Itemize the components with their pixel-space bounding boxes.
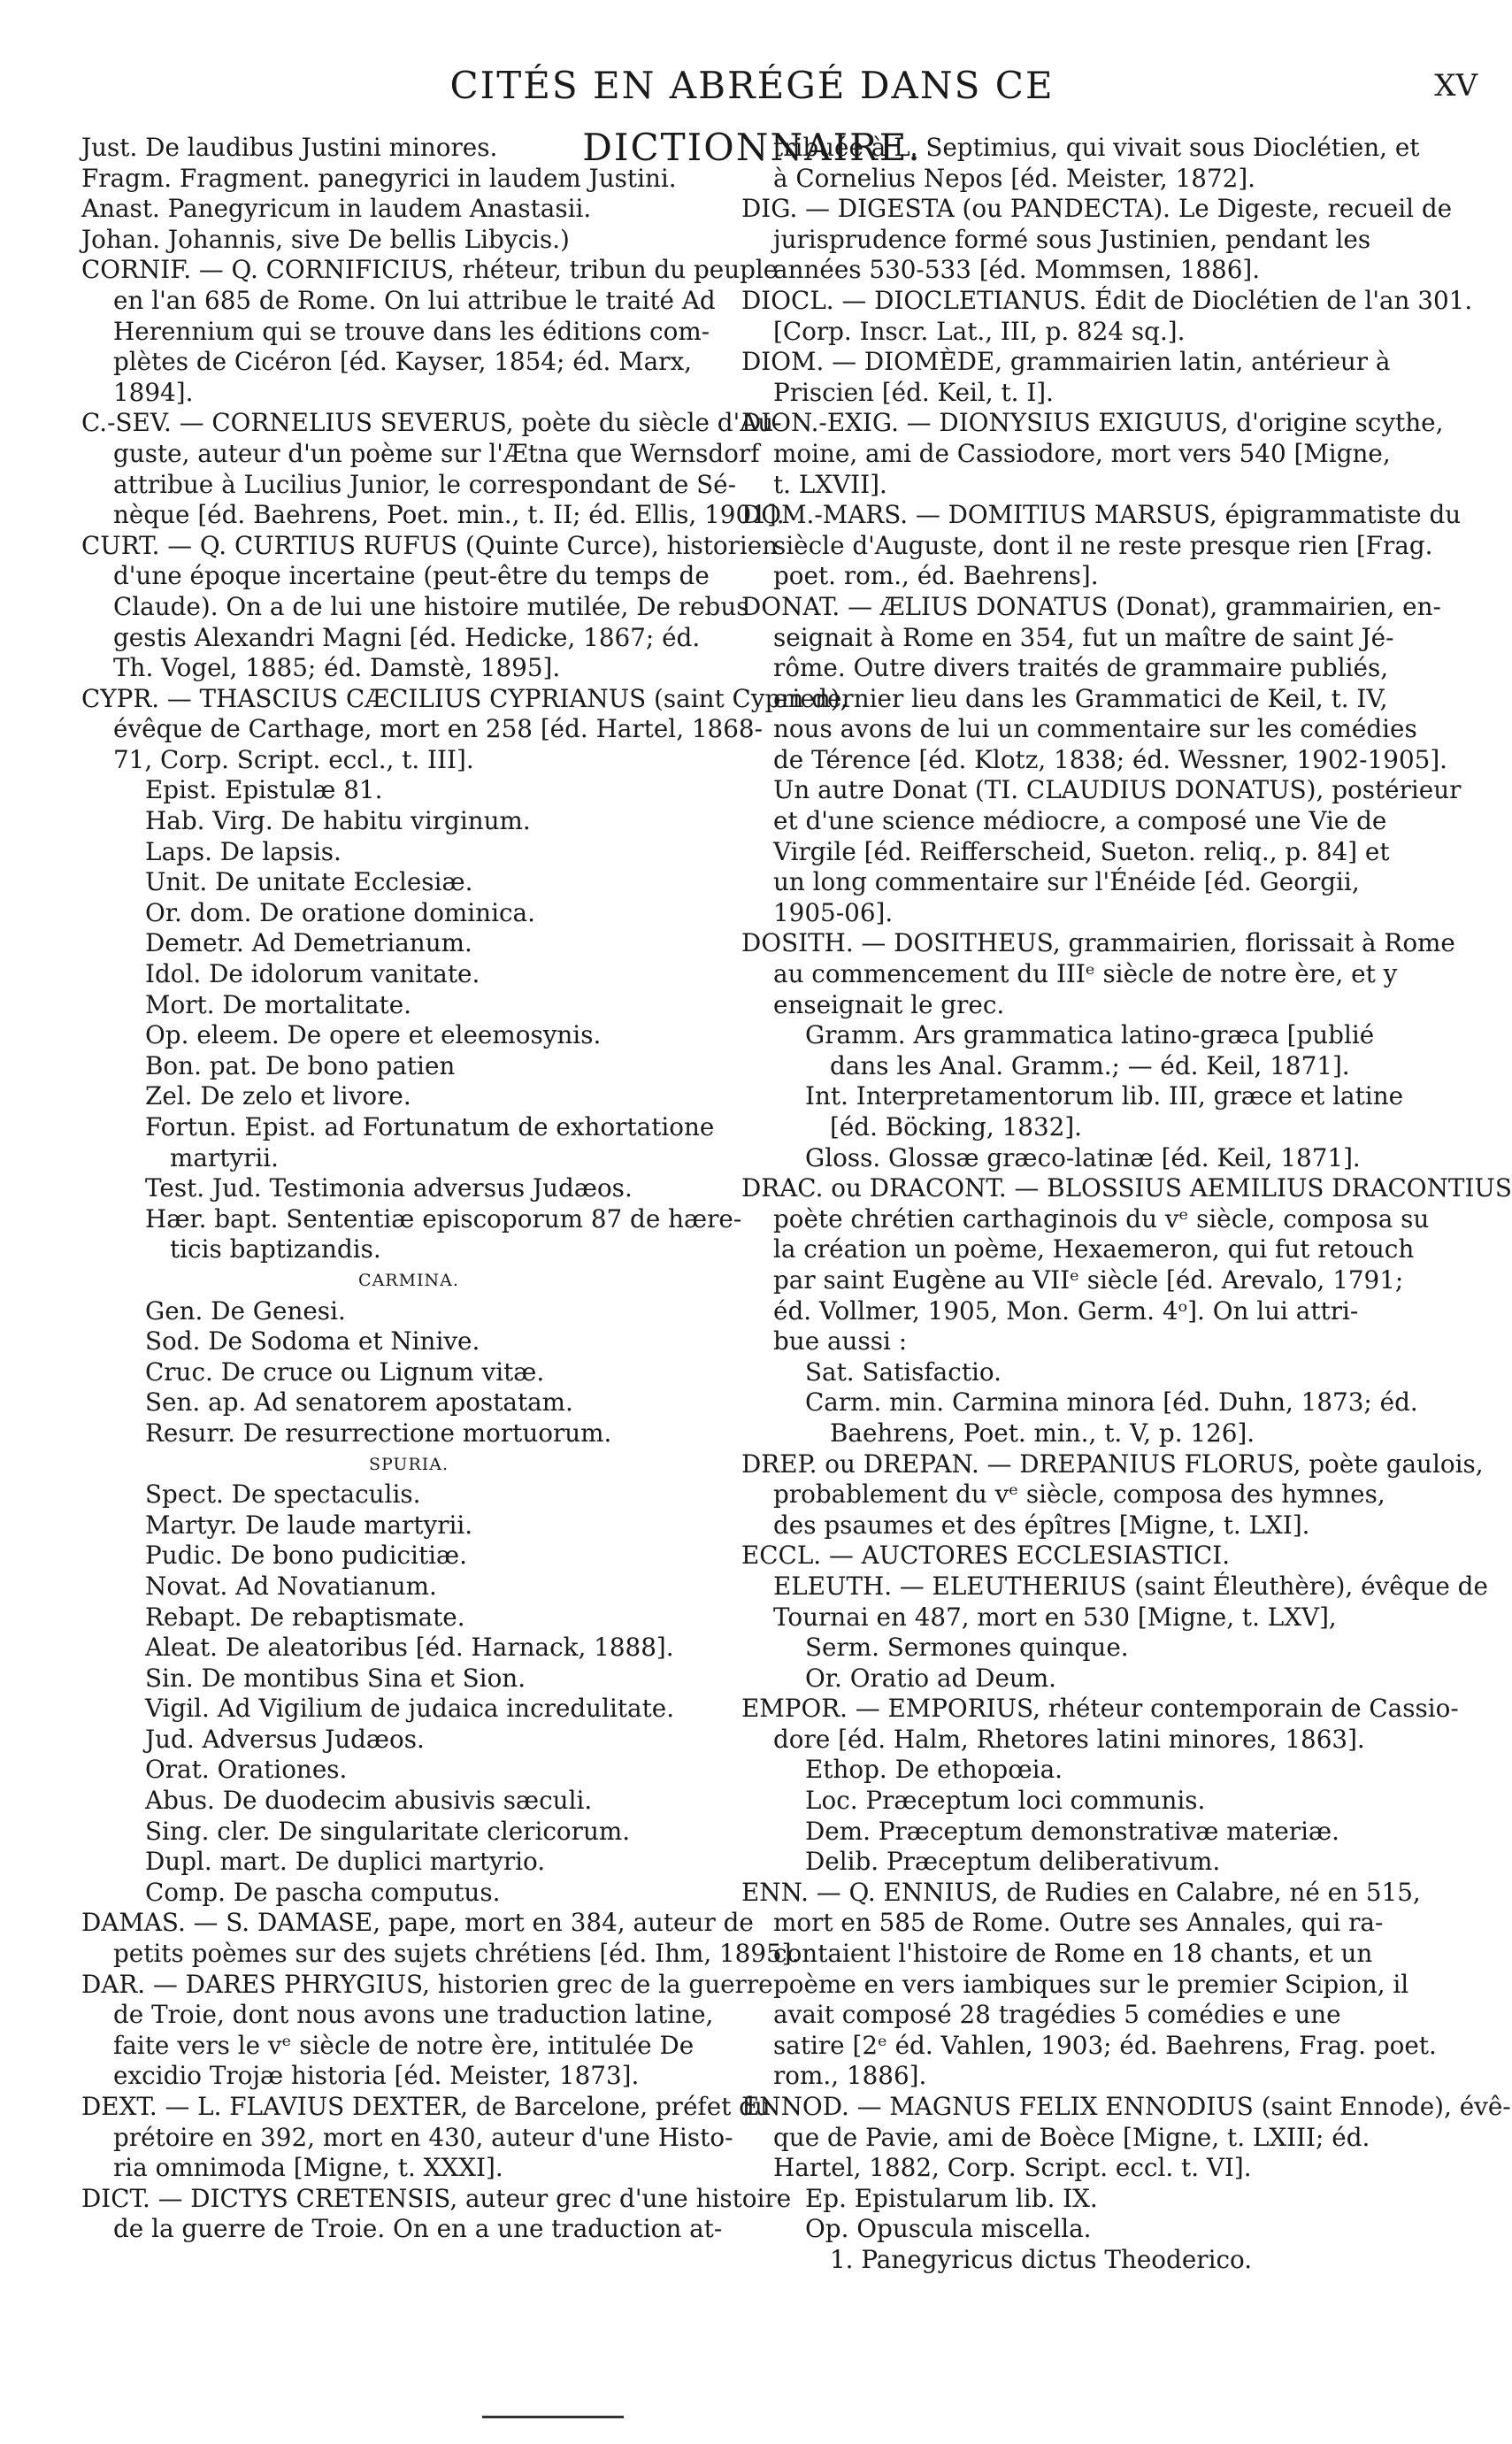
left-column-line: petits poèmes sur des sujets chrétiens [éd. Ihm, 1895]. — [113, 1939, 800, 1969]
left-column-line: attribue à Lucilius Junior, le correspondant de Sé- — [113, 469, 737, 499]
right-column-line: EMPOR. — EMPORIUS, rhéteur contemporain de Cassio- — [741, 1694, 1459, 1724]
right-column-line: mort en 585 de Rome. Outre ses Annales, qui ra- — [773, 1908, 1384, 1938]
left-column-line: DICT. — DICTYS CRETENSIS, auteur grec d'une histoire — [81, 2183, 792, 2213]
left-column-line: DEXT. — L. FLAVIUS DEXTER, de Barcelone, préfet du — [81, 2092, 771, 2121]
left-column-line: C.-SEV. — CORNELIUS SEVERUS, poète du siècle d'Au- — [81, 408, 782, 438]
left-column-line: 71, Corp. Script. eccl., t. III]. — [113, 744, 474, 774]
right-column-line: Dem. Præceptum demonstrativæ materiæ. — [805, 1816, 1339, 1846]
left-column-line: Rebapt. De rebaptismate. — [145, 1602, 465, 1632]
right-column-line: Un autre Donat (TI. CLAUDIUS DONATUS), postérieur — [773, 775, 1462, 805]
right-column-line: Int. Interpretamentorum lib. III, græce et latine — [805, 1081, 1404, 1111]
left-column-line: CYPR. — THASCIUS CÆCILIUS CYPRIANUS (saint Cyprien), — [81, 683, 848, 713]
left-column-line: Abus. De duodecim abusivis sæculi. — [145, 1786, 593, 1816]
left-column-line: martyrii. — [170, 1142, 279, 1172]
left-column-line: DAR. — DARES PHRYGIUS, historien grec de la guerre — [81, 1969, 773, 1999]
left-column-line: Fortun. Epist. ad Fortunatum de exhortatione — [145, 1112, 715, 1141]
left-column-line: Just. De laudibus Justini minores. — [81, 133, 498, 162]
left-column-line: Fragm. Fragment. panegyrici in laudem Justini. — [81, 163, 677, 193]
left-column-line: nèque [éd. Baehrens, Poet. min., t. II; éd. Ellis, 1901]. — [113, 500, 785, 530]
left-column-line: Novat. Ad Novatianum. — [145, 1571, 437, 1601]
right-column-line: des psaumes et des épîtres [Migne, t. LXI]. — [773, 1510, 1310, 1540]
right-column-line: ECCL. — AUCTORES ECCLESIASTICI. — [741, 1541, 1231, 1571]
right-column-line: contaient l'histoire de Rome en 18 chants, et un — [773, 1939, 1373, 1969]
left-column-line: Zel. De zelo et livore. — [145, 1081, 411, 1111]
left-column-line: Idol. De idolorum vanitate. — [145, 959, 480, 989]
right-column-line: dans les Anal. Gramm.; — éd. Keil, 1871]. — [830, 1050, 1350, 1080]
left-column-line: 1894]. — [113, 377, 194, 407]
running-title: CITÉS EN ABRÉGÉ DANS CE DICTIONNAIRE. — [449, 64, 1055, 169]
right-column-line: [éd. Böcking, 1832]. — [830, 1112, 1083, 1141]
left-column-line: Sen. ap. Ad senatorem apostatam. — [145, 1387, 573, 1418]
right-column-line: Serm. Sermones quinque. — [805, 1633, 1129, 1663]
right-column-line: DIG. — DIGESTA (ou PANDECTA). Le Digeste, recueil de — [741, 194, 1453, 224]
right-column-line: 1. Panegyricus dictus Theoderico. — [830, 2244, 1253, 2274]
right-column-line: Carm. min. Carmina minora [éd. Duhn, 1873; éd. — [805, 1387, 1418, 1418]
right-column-line: éd. Vollmer, 1905, Mon. Germ. 4ᵒ]. On lui attri- — [773, 1295, 1359, 1326]
right-column-line: par saint Eugène au VIIᵉ siècle [éd. Arevalo, 1791; — [773, 1264, 1404, 1295]
right-column-line: siècle d'Auguste, dont il ne reste presque rien [Frag. — [773, 530, 1433, 560]
right-column-line: de Térence [éd. Klotz, 1838; éd. Wessner, 1902-1905]. — [773, 744, 1447, 774]
right-column-line: Gramm. Ars grammatica latino-græca [publié — [805, 1020, 1375, 1050]
right-column-line: DOSITH. — DOSITHEUS, grammairien, florissait à Rome — [741, 928, 1455, 958]
left-column-line: d'une époque incertaine (peut-être du temps de — [113, 561, 710, 591]
right-column-line: 1905-06]. — [773, 897, 894, 927]
right-column-line: nous avons de lui un commentaire sur les comédies — [773, 714, 1417, 744]
right-column-line: Op. Opuscula miscella. — [805, 2214, 1092, 2244]
left-column-line: Resurr. De resurrectione mortuorum. — [145, 1418, 612, 1448]
left-column-line: Johan. Johannis, sive De bellis Libycis.) — [81, 224, 570, 254]
left-column-line: Mort. De mortalitate. — [145, 989, 412, 1019]
right-column-line: seignait à Rome en 354, fut un maître de saint Jé- — [773, 622, 1394, 652]
left-column-line: Test. Jud. Testimonia adversus Judæos. — [145, 1173, 633, 1203]
left-column-line: Hær. bapt. Sententiæ episcoporum 87 de hære- — [145, 1203, 742, 1234]
right-column-line: jurisprudence formé sous Justinien, pendant les — [773, 224, 1371, 254]
right-column-line: DRAC. ou DRACONT. — BLOSSIUS AEMILIUS DRACONTIUS — [741, 1173, 1512, 1203]
right-column-line: un long commentaire sur l'Énéide [éd. Georgii, — [773, 867, 1360, 897]
right-column-line: Baehrens, Poet. min., t. V, p. 126]. — [830, 1418, 1255, 1448]
right-column-line: probablement du vᵉ siècle, composa des hymnes, — [773, 1479, 1385, 1510]
left-column-line: Dupl. mart. De duplici martyrio. — [145, 1847, 546, 1877]
right-column-line: rom., 1886]. — [773, 2061, 927, 2091]
right-column-line: enseignait le grec. — [773, 989, 1005, 1019]
right-column-line: ENNOD. — MAGNUS FELIX ENNODIUS (saint Ennode), évê- — [741, 2092, 1511, 2121]
right-column-line: Loc. Præceptum loci communis. — [805, 1786, 1206, 1816]
right-column-line: DION.-EXIG. — DIONYSIUS EXIGUUS, d'origine scythe, — [741, 408, 1444, 438]
left-column-line: prétoire en 392, mort en 430, auteur d'une Histo- — [113, 2122, 733, 2152]
left-column-line: Epist. Epistulæ 81. — [145, 775, 383, 805]
right-column-line: ELEUTH. — ELEUTHERIUS (saint Éleuthère), évêque de — [773, 1571, 1488, 1601]
right-column-line: que de Pavie, ami de Boèce [Migne, t. LXIII; éd. — [773, 2122, 1370, 2152]
page-number: XV — [1434, 68, 1477, 104]
left-column-line: de la guerre de Troie. On en a une traduction at- — [113, 2214, 723, 2244]
right-column-line: Or. Oratio ad Deum. — [805, 1663, 1057, 1693]
left-column-line: Or. dom. De oratione dominica. — [145, 897, 535, 927]
bottom-rule — [482, 2416, 624, 2418]
right-column-line: poème en vers iambiques sur le premier Scipion, il — [773, 1969, 1409, 1999]
left-column-line: ticis baptizandis. — [170, 1234, 381, 1264]
right-column-line: années 530-533 [éd. Mommsen, 1886]. — [773, 255, 1261, 285]
right-column-line: poète chrétien carthaginois du vᵉ siècle, composa su — [773, 1203, 1430, 1234]
left-column-line: de Troie, dont nous avons une traduction latine, — [113, 2000, 714, 2030]
right-column-line: Ethop. De ethopœia. — [805, 1755, 1063, 1785]
left-column-line: CARMINA. — [358, 1270, 459, 1290]
left-column-line: Martyr. De laude martyrii. — [145, 1510, 473, 1540]
left-column-line: excidio Trojæ historia [éd. Meister, 1873]. — [113, 2061, 640, 2091]
left-column-line: plètes de Cicéron [éd. Kayser, 1854; éd. Marx, — [113, 347, 692, 377]
left-column-line: Op. eleem. De opere et eleemosynis. — [145, 1020, 602, 1050]
right-column-line: DOM.-MARS. — DOMITIUS MARSUS, épigrammatiste du — [741, 500, 1462, 530]
right-column-line: Gloss. Glossæ græco-latinæ [éd. Keil, 1871]. — [805, 1142, 1361, 1172]
right-column-line: satire [2ᵉ éd. Vahlen, 1903; éd. Baehrens, Frag. poet. — [773, 2030, 1437, 2060]
left-column-line: en l'an 685 de Rome. On lui attribue le traité Ad — [113, 285, 716, 315]
right-column-line: la création un poème, Hexaemeron, qui fut retouch — [773, 1234, 1415, 1264]
right-column-line: DIOCL. — DIOCLETIANUS. Édit de Dioclétien de l'an 301. — [741, 285, 1473, 315]
right-column-line: Virgile [éd. Reifferscheid, Sueton. reliq., p. 84] et — [773, 836, 1390, 866]
left-column-line: Sin. De montibus Sina et Sion. — [145, 1663, 526, 1693]
left-column-line: CURT. — Q. CURTIUS RUFUS (Quinte Curce), historien — [81, 530, 779, 560]
left-column-line: Anast. Panegyricum in laudem Anastasii. — [81, 194, 592, 224]
left-column-line: Claude). On a de lui une histoire mutilée, De rebus — [113, 591, 749, 621]
left-column-line: évêque de Carthage, mort en 258 [éd. Hartel, 1868- — [113, 714, 763, 744]
left-column-line: Laps. De lapsis. — [145, 836, 342, 866]
right-column-line: Sat. Satisfactio. — [805, 1356, 1002, 1387]
left-column-line: SPURIA. — [368, 1454, 449, 1474]
left-column-line: ria omnimoda [Migne, t. XXXI]. — [113, 2153, 503, 2183]
right-column-line: bue aussi : — [773, 1326, 908, 1356]
left-column-line: guste, auteur d'un poème sur l'Ætna que Wernsdorf — [113, 438, 760, 468]
right-column-line: ENN. — Q. ENNIUS, de Rudies en Calabre, né en 515, — [741, 1877, 1421, 1907]
right-column-line: DREP. ou DREPAN. — DREPANIUS FLORUS, poète gaulois, — [741, 1449, 1484, 1479]
right-column-line: t. LXVII]. — [773, 469, 887, 499]
left-column-line: Sing. cler. De singularitate clericorum. — [145, 1816, 631, 1846]
left-column-line: Orat. Orationes. — [145, 1755, 348, 1785]
left-column-line: Gen. De Genesi. — [145, 1295, 346, 1326]
right-column-line: poet. rom., éd. Baehrens]. — [773, 561, 1099, 591]
left-column-line: Sod. De Sodoma et Ninive. — [145, 1326, 480, 1356]
right-column-line: en dernier lieu dans les Grammatici de Keil, t. IV, — [773, 683, 1388, 713]
right-column-line: Hartel, 1882, Corp. Script. eccl. t. VI]. — [773, 2153, 1252, 2183]
right-column-line: avait composé 28 tragédies 5 comédies e une — [773, 2000, 1341, 2030]
right-column-line: Ep. Epistularum lib. IX. — [805, 2183, 1098, 2213]
left-column-line: Cruc. De cruce ou Lignum vitæ. — [145, 1356, 545, 1387]
right-column-line: Delib. Præceptum deliberativum. — [805, 1847, 1221, 1877]
right-column-line: dore [éd. Halm, Rhetores latini minores, 1863]. — [773, 1724, 1365, 1754]
left-column-line: Comp. De pascha computus. — [145, 1877, 501, 1907]
left-column-line: Demetr. Ad Demetrianum. — [145, 928, 472, 958]
right-column — [741, 133, 1512, 2276]
right-column-line: tribuée à L. Septimius, qui vivait sous Dioclétien, et — [773, 133, 1420, 162]
left-column-line: Th. Vogel, 1885; éd. Damstè, 1895]. — [113, 653, 561, 683]
right-column-line: et d'une science médiocre, a composé une Vie de — [773, 806, 1387, 836]
left-column-line: Herennium qui se trouve dans les éditions com- — [113, 316, 710, 346]
left-column-line: Hab. Virg. De habitu virginum. — [145, 806, 531, 836]
right-column-line: au commencement du IIIᵉ siècle de notre ère, et y — [773, 959, 1398, 989]
right-column-line: DIOM. — DIOMÈDE, grammairien latin, antérieur à — [741, 347, 1391, 377]
left-column-line: Spect. De spectaculis. — [145, 1479, 421, 1510]
right-column-line: moine, ami de Cassiodore, mort vers 540 [Migne, — [773, 438, 1391, 468]
left-column-line: gestis Alexandri Magni [éd. Hedicke, 1867; éd. — [113, 622, 701, 652]
right-column-line: Tournai en 487, mort en 530 [Migne, t. LXV], — [773, 1602, 1337, 1632]
left-column-line: Jud. Adversus Judæos. — [145, 1724, 425, 1754]
left-column-line: CORNIF. — Q. CORNIFICIUS, rhéteur, tribun du peuple — [81, 255, 779, 285]
right-column-line: à Cornelius Nepos [éd. Meister, 1872]. — [773, 163, 1256, 193]
left-column-line: Aleat. De aleatoribus [éd. Harnack, 1888]. — [145, 1633, 674, 1663]
right-column-line: DONAT. — ÆLIUS DONATUS (Donat), grammairien, en- — [741, 591, 1441, 621]
left-column-line: Pudic. De bono pudicitiæ. — [145, 1541, 467, 1571]
right-column-line: rôme. Outre divers traités de grammaire publiés, — [773, 653, 1389, 683]
left-column-line: faite vers le vᵉ siècle de notre ère, intitulée De — [113, 2030, 695, 2060]
left-column-line: Bon. pat. De bono patien — [145, 1050, 456, 1080]
right-column-line: Priscien [éd. Keil, t. I]. — [773, 377, 1054, 407]
left-column-line: Vigil. Ad Vigilium de judaica incredulitate. — [145, 1694, 675, 1724]
left-column-line: Unit. De unitate Ecclesiæ. — [145, 867, 473, 897]
left-column-line: DAMAS. — S. DAMASE, pape, mort en 384, auteur de — [81, 1908, 754, 1938]
right-column-line: [Corp. Inscr. Lat., III, p. 824 sq.]. — [773, 316, 1186, 346]
